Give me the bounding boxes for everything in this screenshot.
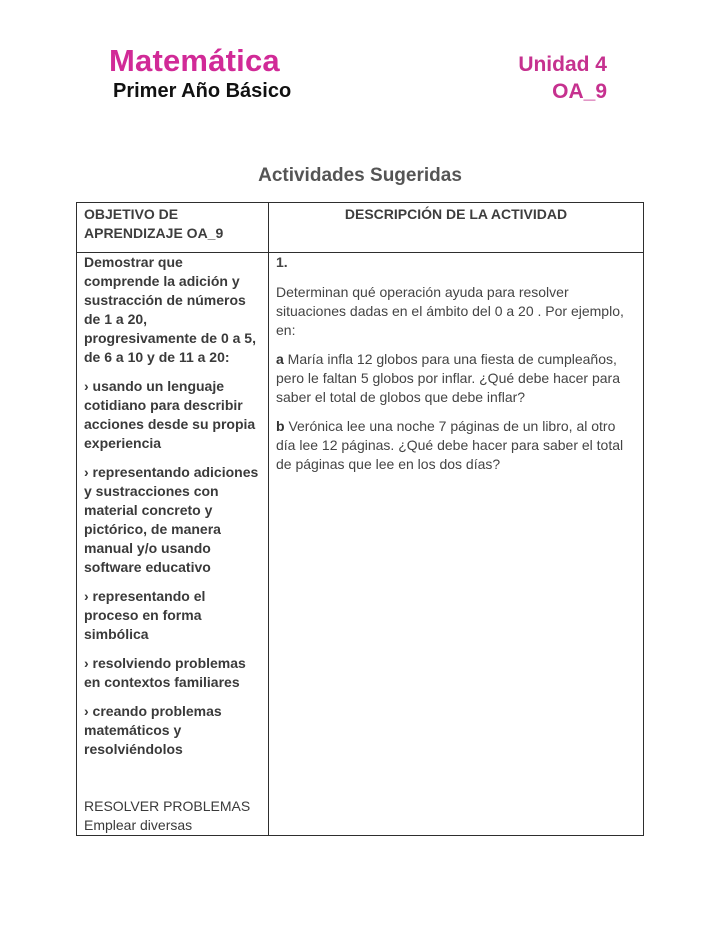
activity-intro: Determinan qué operación ayuda para resolver situaciones dadas en el ámbito del 0 a 20 . Por ejemplo, en: <box>276 284 624 338</box>
objective-bullet: › representando el proceso en forma simbólica <box>84 588 206 642</box>
activity-item-a <box>276 350 636 407</box>
skill-block <box>84 797 250 835</box>
objective-bullet: › representando adiciones y sustracciones con material concreto y pictórico, de manera manual y/o usando software educativo <box>84 464 259 575</box>
item-text: María infla 12 globos para una fiesta de cumpleaños, pero le faltan 5 globos por inflar. ¿Qué debe hacer para saber el total de globos que debe inflar? <box>276 351 620 405</box>
activities-table <box>76 202 644 836</box>
subject-title: Matemática <box>109 43 280 78</box>
activity-number: 1. <box>276 254 288 270</box>
objective-intro: Demostrar que comprende la adición y sustracción de números de 1 a 20, progresivamente de 0 a 5, de 6 a 10 y de 11 a 20: <box>84 254 256 365</box>
skill-title: RESOLVER PROBLEMAS <box>84 798 251 814</box>
table-header-row <box>77 203 644 253</box>
table-row <box>77 253 644 836</box>
objective-code-label: OA_9 <box>552 80 607 103</box>
objective-bullet: › usando un lenguaje cotidiano para describir acciones desde su propia experiencia <box>84 378 256 451</box>
unit-label: Unidad 4 <box>518 53 607 76</box>
grade-title: Primer Año Básico <box>113 80 292 102</box>
description-cell <box>269 253 644 836</box>
document-header-left <box>109 42 291 103</box>
objective-bullet: › resolviendo problemas en contextos familiares <box>84 655 246 690</box>
document-header-right <box>518 52 607 106</box>
section-title: Actividades Sugeridas <box>258 165 462 186</box>
objective-column-header: OBJETIVO DE APRENDIZAJE OA_9 <box>77 203 269 253</box>
item-text: Verónica lee una noche 7 páginas de un libro, al otro día lee 12 páginas. ¿Qué debe hacer para saber el total de páginas que lee en los dos días? <box>276 418 624 472</box>
objective-cell <box>77 253 269 836</box>
item-letter: a <box>276 351 284 367</box>
item-letter: b <box>276 418 285 434</box>
skill-text: Emplear diversas <box>84 817 193 833</box>
objective-bullet: › creando problemas matemáticos y resolviéndolos <box>84 703 222 757</box>
activity-item-b <box>276 417 636 474</box>
description-column-header: DESCRIPCIÓN DE LA ACTIVIDAD <box>269 203 644 253</box>
